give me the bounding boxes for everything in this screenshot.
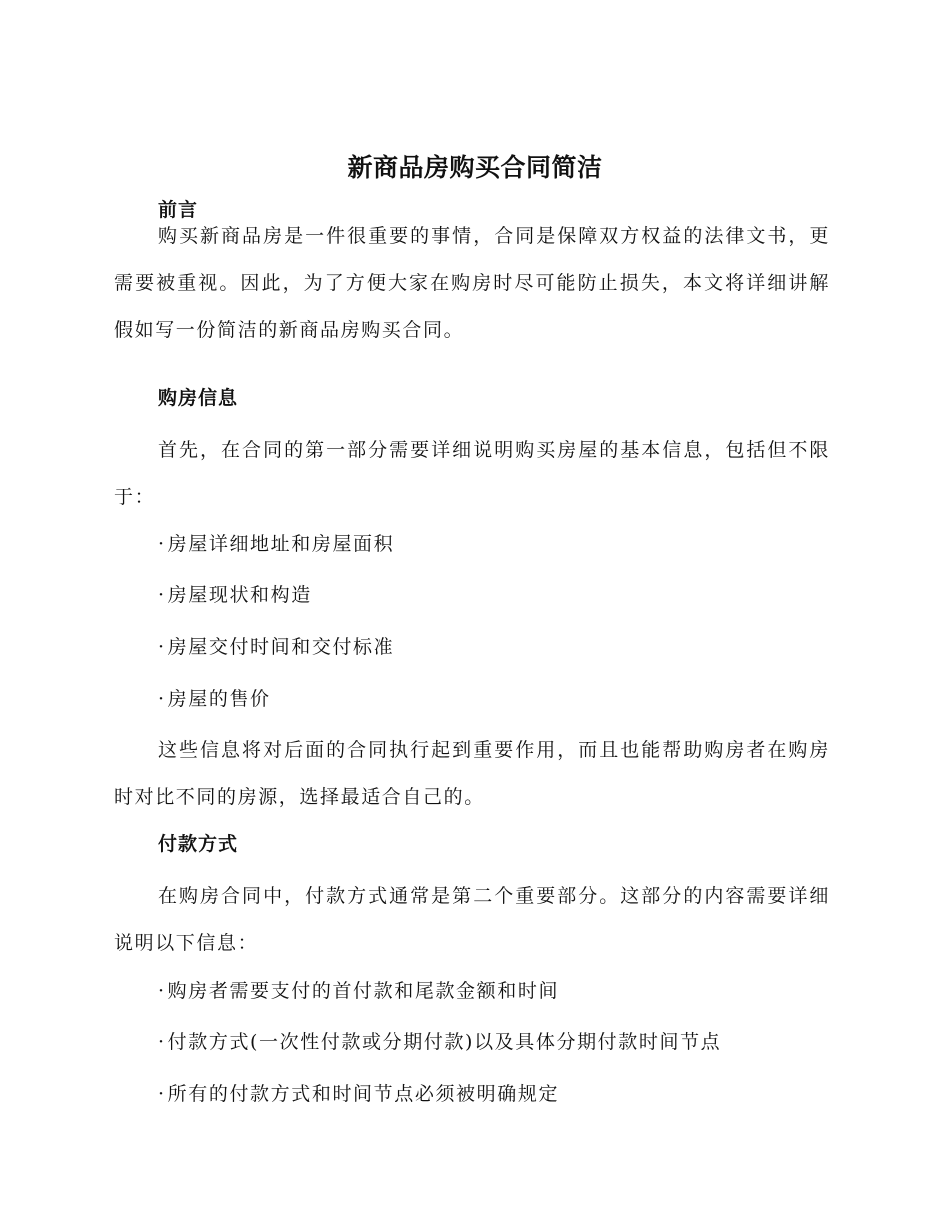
bullet-marker: · <box>158 1031 166 1053</box>
bullet-marker: · <box>158 1083 166 1105</box>
list-item-text: 房屋交付时间和交付标准 <box>167 636 395 658</box>
list-item <box>158 633 394 661</box>
house-info-closing: 这些信息将对后面的合同执行起到重要作用，而且也能帮助购房者在购房时对比不同的房源，选择最适合自己的。 <box>114 739 830 808</box>
bullet-marker: · <box>158 636 166 658</box>
list-item-text: 所有的付款方式和时间节点必须被明确规定 <box>167 1083 560 1105</box>
section-heading-preface: 前言 <box>158 199 199 221</box>
list-item-text: 购房者需要支付的首付款和尾款金额和时间 <box>167 980 560 1002</box>
preface-paragraph: 购买新商品房是一件很重要的事情，合同是保障双方权益的法律文书，更需要被重视。因此，为了方便大家在购房时尽可能防止损失，本文将详细讲解假如写一份简洁的新商品房购买合同。 <box>114 225 830 341</box>
list-item <box>158 1028 721 1056</box>
house-info-intro: 首先，在合同的第一部分需要详细说明购买房屋的基本信息，包括但不限于： <box>114 439 830 508</box>
list-item <box>158 977 559 1005</box>
section-heading-payment: 付款方式 <box>158 833 239 855</box>
payment-intro: 在购房合同中，付款方式通常是第二个重要部分。这部分的内容需要详细说明以下信息： <box>114 885 830 954</box>
list-item-text: 房屋详细地址和房屋面积 <box>167 533 395 555</box>
bullet-marker: · <box>158 688 166 710</box>
bullet-marker: · <box>158 980 166 1002</box>
list-item-text: 房屋的售价 <box>167 688 271 710</box>
list-item-text: 付款方式(一次性付款或分期付款)以及具体分期付款时间节点 <box>167 1031 722 1053</box>
bullet-marker: · <box>158 584 166 606</box>
document-title: 新商品房购买合同简洁 <box>347 153 603 182</box>
list-item-text: 房屋现状和构造 <box>167 584 312 606</box>
list-item <box>158 685 271 713</box>
bullet-marker: · <box>158 533 166 555</box>
section-heading-house-info: 购房信息 <box>158 387 239 409</box>
list-item <box>158 581 312 609</box>
list-item <box>158 1080 559 1108</box>
list-item <box>158 530 394 558</box>
